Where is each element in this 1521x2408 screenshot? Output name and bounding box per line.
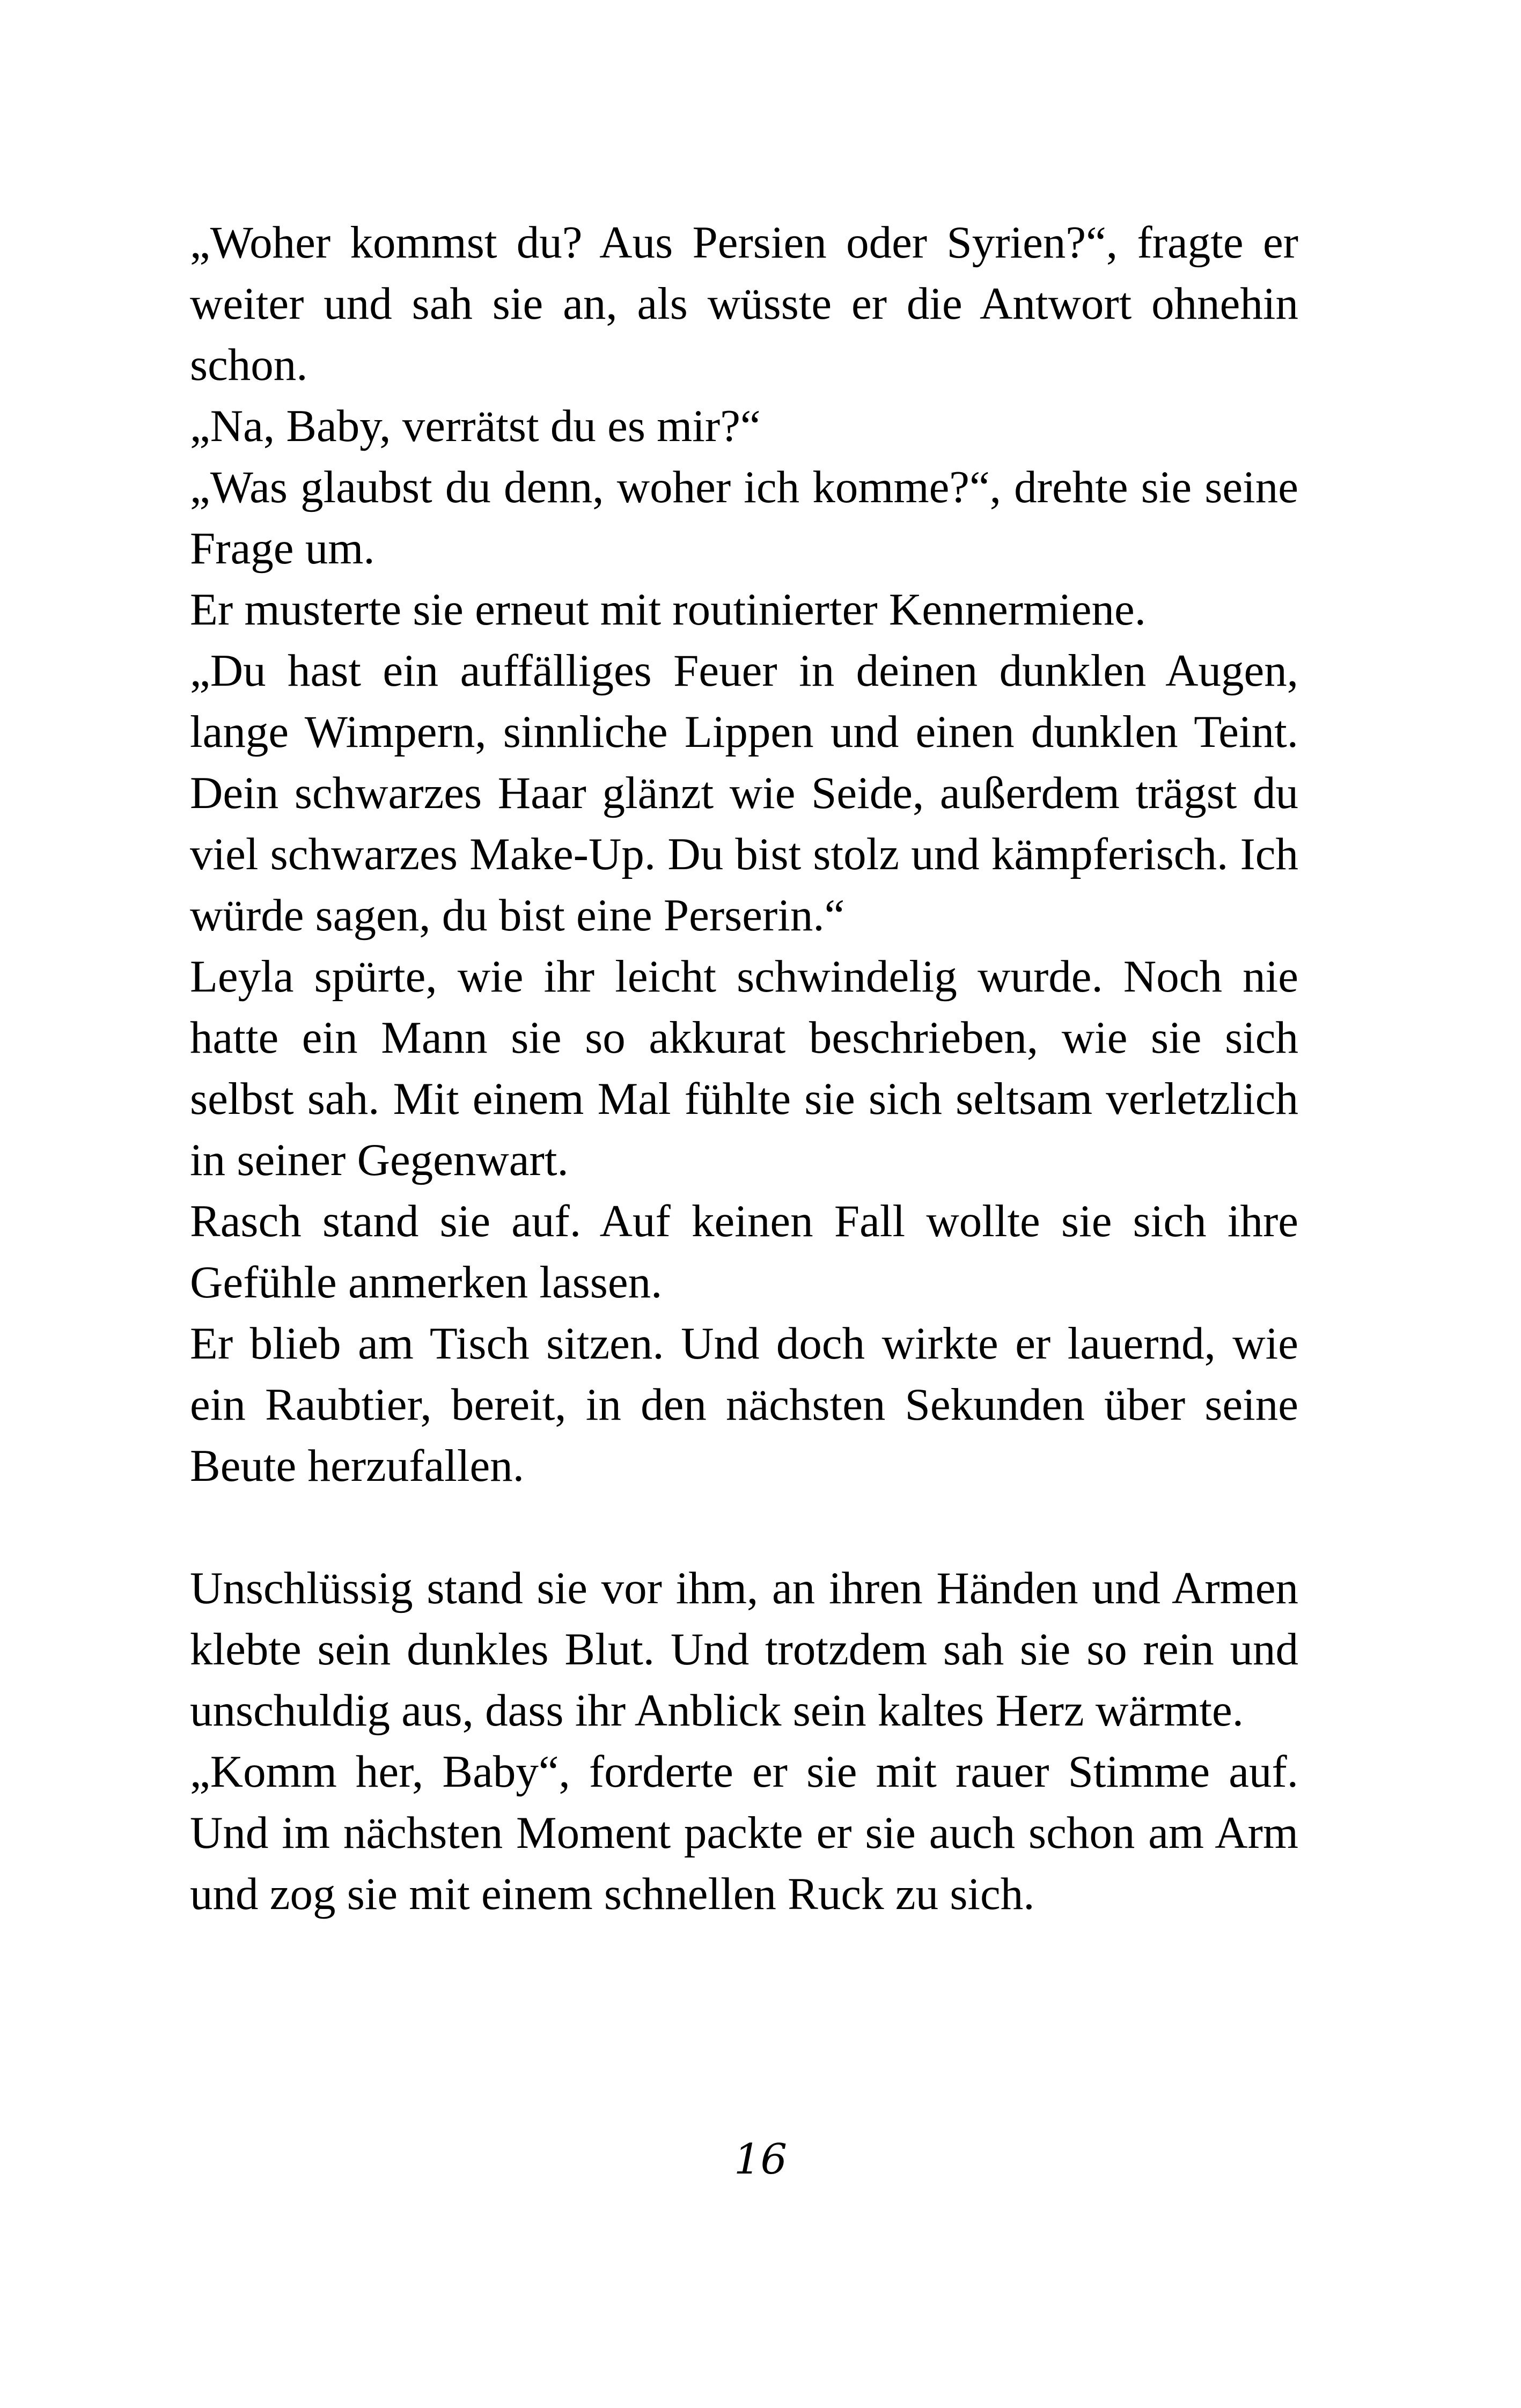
- paragraph-5: „Du hast ein auffälliges Feuer in deinen dunklen Augen, lange Wimpern, sinnliche Lippen und einen dunklen Teint. Dein schwarzes Haar glänzt wie Seide, außerdem trägst du viel schwarzes Make-Up. Du bist stolz und kämpferisch. Ich würde sagen, du bist eine Perserin.“: [190, 645, 1298, 941]
- paragraph-7: Rasch stand sie auf. Auf keinen Fall wollte sie sich ihre Gefühle anmerken lassen.: [190, 1196, 1298, 1308]
- paragraph-8: Er blieb am Tisch sitzen. Und doch wirkte er lauernd, wie ein Raubtier, bereit, in den nächsten Sekunden über seine Beute herzufallen.: [190, 1318, 1298, 1491]
- paragraph-6: Leyla spürte, wie ihr leicht schwindelig wurde. Noch nie hatte ein Mann sie so akkurat beschrieben, wie sie sich selbst sah. Mit einem Mal fühlte sie sich seltsam verletzlich in seiner Gegenwart.: [190, 951, 1298, 1185]
- paragraph-2: „Na, Baby, verrätst du es mir?“: [190, 401, 761, 451]
- paragraph-1: „Woher kommst du? Aus Persien oder Syrien?“, fragte er weiter und sah sie an, als wüsste er die Antwort ohnehin schon.: [190, 217, 1298, 390]
- paragraph-4: Er musterte sie erneut mit routinierter Kennermiene.: [190, 584, 1146, 635]
- paragraph-3: „Was glaubst du denn, woher ich komme?“, drehte sie seine Frage um.: [190, 462, 1298, 574]
- page-number: 16: [733, 2135, 788, 2184]
- body-text: [190, 212, 1298, 1925]
- section-break: [190, 1496, 1298, 1558]
- paragraph-10: „Komm her, Baby“, forderte er sie mit rauer Stimme auf. Und im nächsten Moment packte er sie auch schon am Arm und zog sie mit einem schnellen Ruck zu sich.: [190, 1746, 1298, 1919]
- paragraph-9: Unschlüssig stand sie vor ihm, an ihren Händen und Armen klebte sein dunkles Blut. Und trotzdem sah sie so rein und unschuldig aus, dass ihr Anblick sein kaltes Herz wärmte.: [190, 1563, 1298, 1736]
